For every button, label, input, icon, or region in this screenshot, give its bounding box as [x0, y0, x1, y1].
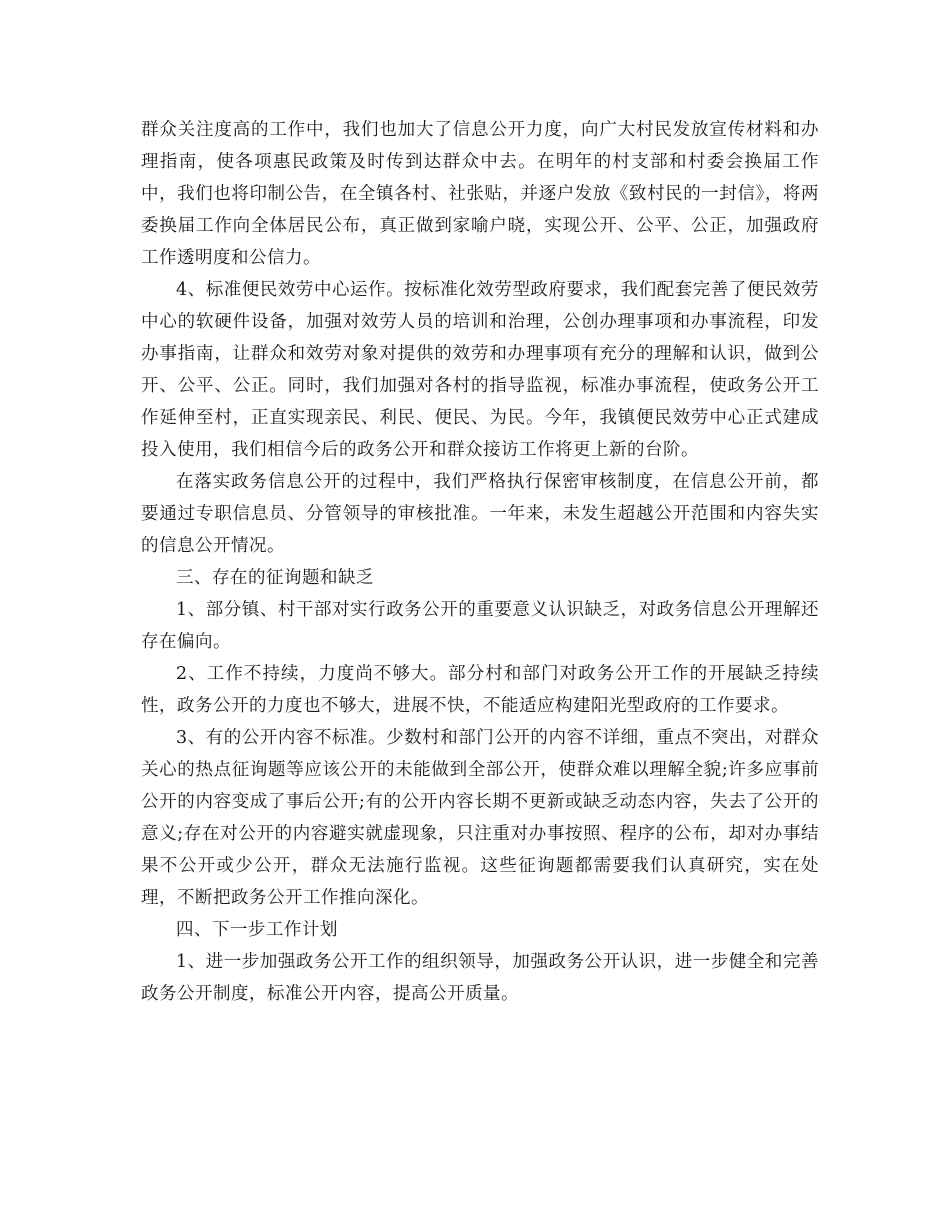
- paragraph-confidentiality-review: 在落实政务信息公开的过程中，我们严格执行保密审核制度，在信息公开前，都要通过专职信息员、分管领导的审核批准。一年来，未发生超越公开范围和内容失实的信息公开情况。: [141, 472, 819, 556]
- paragraph-plan-1: 1、进一步加强政务公开工作的组织领导，加强政务公开认识，进一步健全和完善政务公开制度，标准公开内容，提高公开质量。: [141, 952, 819, 1004]
- paragraph-problem-3: 3、有的公开内容不标准。少数村和部门公开的内容不详细，重点不突出，对群众关心的热点征询题等应该公开的未能做到全部公开，使群众难以理解全貌;许多应事前公开的内容变成了事后公开;有的公开内容长期不更新或缺乏动态内容，失去了公开的意义;存在对公开的内容避实就虚现象，只注重对办事按照、程序的公布，却对办事结果不公开或少公开，群众无法施行监视。这些征询题都需要我们认真研究，实在处理，不断把政务公开工作推向深化。: [141, 728, 819, 908]
- section-heading-problems: 三、存在的征询题和缺乏: [176, 568, 374, 588]
- paragraph-service-center: 4、标准便民效劳中心运作。按标准化效劳型政府要求，我们配套完善了便民效劳中心的软硬件设备，加强对效劳人员的培训和治理，公创办理事项和办事流程，印发办事指南，让群众和效劳对象对提供的效劳和办理事项有充分的理解和认识，做到公开、公平、公正。同时，我们加强对各村的指导监视，标准办事流程，使政务公开工作延伸至村，正直实现亲民、利民、便民、为民。今年，我镇便民效劳中心正式建成投入使用，我们相信今后的政务公开和群众接访工作将更上新的台阶。: [141, 280, 819, 460]
- paragraph-problem-2: 2、工作不持续，力度尚不够大。部分村和部门对政务公开工作的开展缺乏持续性，政务公开的力度也不够大，进展不快，不能适应构建阳光型政府的工作要求。: [141, 664, 819, 716]
- paragraph-problem-1: 1、部分镇、村干部对实行政务公开的重要意义认识缺乏，对政务信息公开理解还存在偏向。: [141, 600, 819, 652]
- document-body: [141, 114, 819, 1010]
- paragraph-continuation: 群众关注度高的工作中，我们也加大了信息公开力度，向广大村民发放宣传材料和办理指南，使各项惠民政策及时传到达群众中去。在明年的村支部和村委会换届工作中，我们也将印制公告，在全镇各村、社张贴，并逐户发放《致村民的一封信》，将两委换届工作向全体居民公布，真正做到家喻户晓，实现公开、公平、公正，加强政府工作透明度和公信力。: [141, 120, 819, 268]
- section-heading-next-plan: 四、下一步工作计划: [176, 920, 338, 940]
